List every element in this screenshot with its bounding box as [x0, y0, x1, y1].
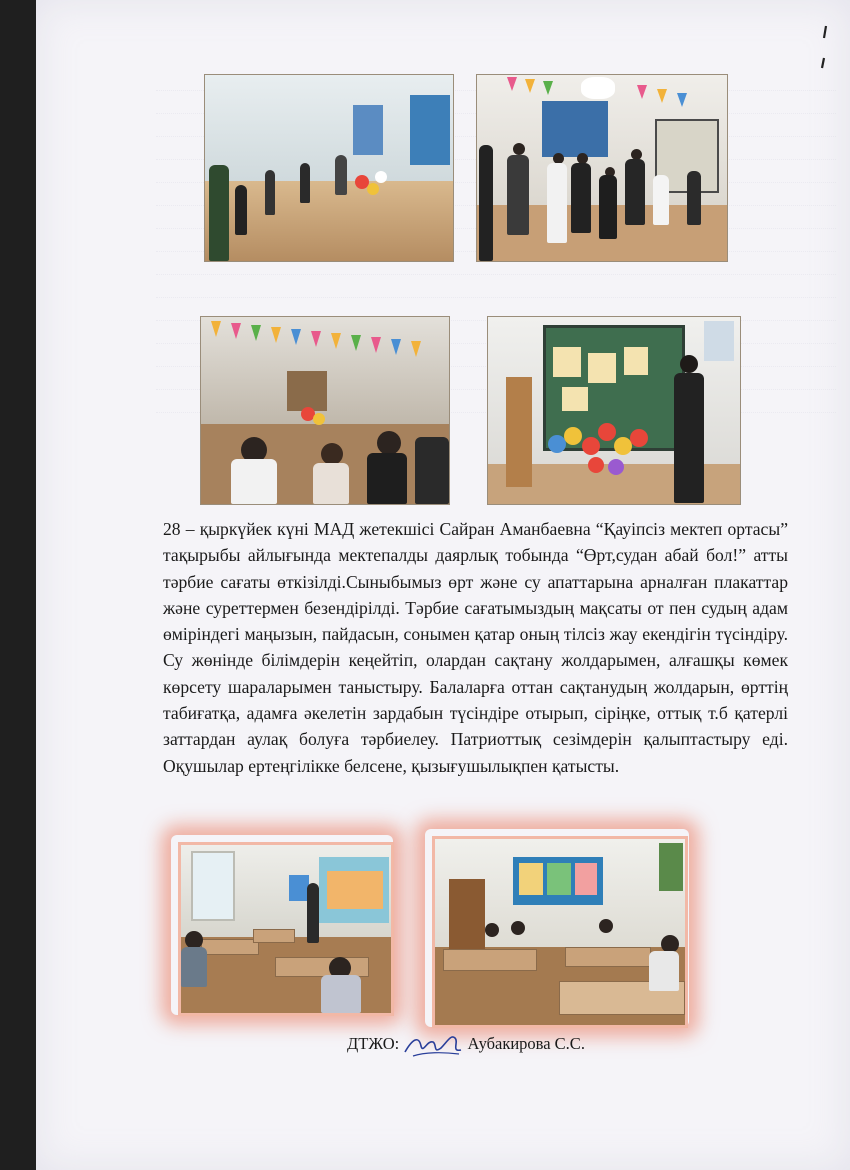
- pen-stroke-icon: [818, 24, 832, 74]
- signature-line: [347, 1032, 585, 1058]
- classroom-screen-photo: [178, 842, 394, 1016]
- event-description-paragraph: 28 – қыркүйек күні МАД жетекшісі Сайран Аманбаевна “Қауіпсіз мектеп ортасы” тақырыбы айлығында мектепалды даярлық тобында “Өрт,судан абай бол!” атты тәрбие сағаты өткізілді.Сыныбымыз өрт және су апаттарына арналған плакаттар және суреттермен безендірілді. Тәрбие сағатымыздың мақсаты от пен судың адам өміріндегі маңызын, пайдасын, сонымен қатар оның тілсіз жау екендігін түсіндіру. Су жөнінде білімдерін кеңейтіп, олардан сақтану жолдарымен, алғашқы көмек көрсету шараларымен таныстыру. Балаларға оттан сақтанудың жолдарын, өрттің табиғатқа, адамға әкелетін зардабын түсіндіре отырып, сіріңке, оттық т.б қатерлі заттардан аулақ болуға тәрбиелеу. Патриоттық сезімдерін қалыптастыру еді. Оқушылар ертеңгілікке белсене, қызығушылықпен қатысты.: [163, 519, 788, 776]
- decorated-hall-photo: [200, 316, 450, 505]
- signature-label: ДТЖО:: [347, 1033, 400, 1053]
- signature-name: Аубакирова С.С.: [467, 1033, 585, 1053]
- students-lineup-photo: [476, 74, 728, 262]
- hallway-event-photo: [204, 74, 454, 262]
- classroom-desks-photo: [432, 836, 688, 1028]
- teacher-at-board-photo: [487, 316, 741, 505]
- handwritten-signature-icon: [403, 1032, 463, 1058]
